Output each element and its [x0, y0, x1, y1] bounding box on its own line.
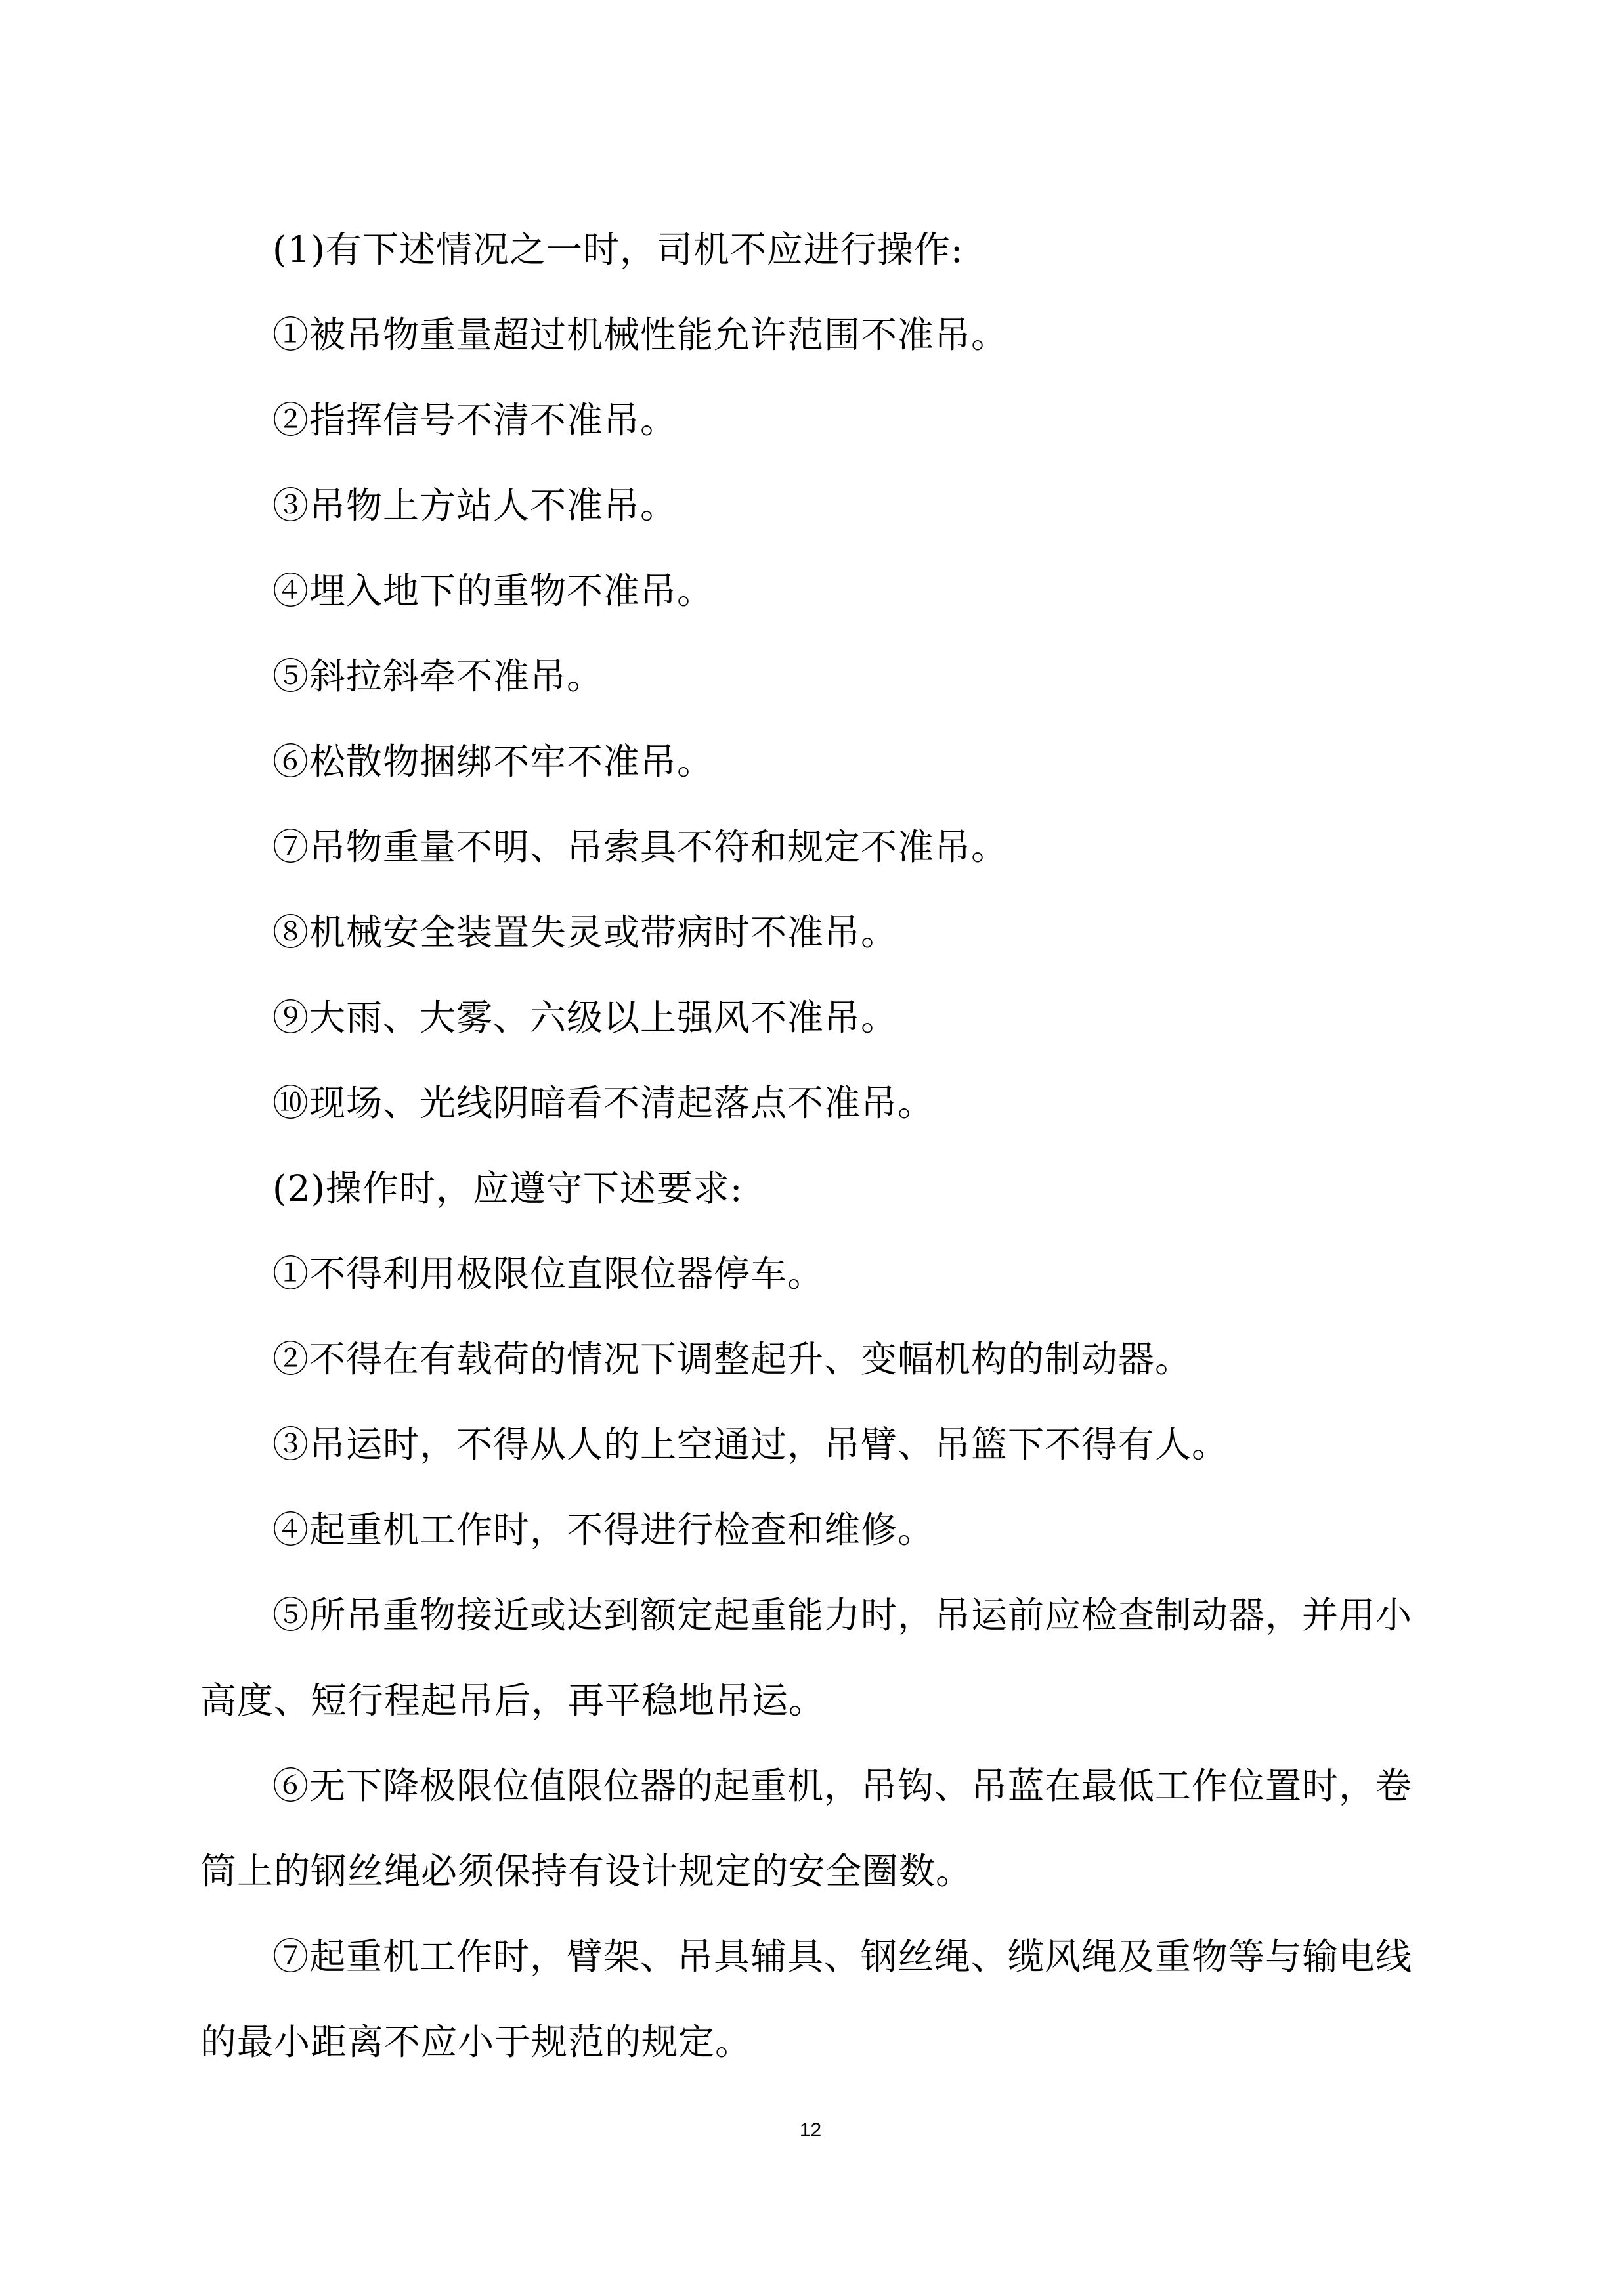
- paragraph-item-4: ④埋入地下的重物不准吊。: [272, 570, 714, 612]
- paragraph-item-2: ②指挥信号不清不准吊。: [272, 399, 678, 441]
- requirement-item-5: ⑤所吊重物接近或达到额定起重能力时，吊运前应检查制动器，并用小高度、短行程起吊后，再平稳地吊运。: [200, 1594, 1413, 1722]
- requirement-item-3: ③吊运时，不得从人的上空通过，吊臂、吊篮下不得有人。: [272, 1423, 1229, 1465]
- paragraph-item-1: ①被吊物重量超过机械性能允许范围不准吊。: [272, 314, 1008, 356]
- paragraph-item-7: ⑦吊物重量不明、吊索具不符和规定不准吊。: [272, 826, 1008, 868]
- paragraph-item-3: ③吊物上方站人不准吊。: [272, 485, 678, 527]
- paragraph-item-10: ⑩现场、光线阴暗看不清起落点不准吊。: [272, 1082, 935, 1124]
- paragraph-item-8: ⑧机械安全装置失灵或带病时不准吊。: [272, 911, 898, 953]
- paragraph-2-heading: (2)操作时，应遵守下述要求:: [272, 1167, 743, 1209]
- requirement-item-7: ⑦起重机工作时，臂架、吊具辅具、钢丝绳、缆风绳及重物等与输电线的最小距离不应小于规范的规定。: [200, 1936, 1413, 2063]
- requirement-item-1: ①不得利用极限位直限位器停车。: [272, 1253, 825, 1295]
- requirement-item-6: ⑥无下降极限位值限位器的起重机，吊钩、吊蓝在最低工作位置时，卷筒上的钢丝绳必须保持有设计规定的安全圈数。: [200, 1765, 1413, 1892]
- paragraph-item-5: ⑤斜拉斜牵不准吊。: [272, 655, 604, 697]
- requirement-item-2: ②不得在有载荷的情况下调整起升、变幅机构的制动器。: [272, 1338, 1192, 1380]
- page-number: 12: [799, 2119, 822, 2141]
- paragraph-1-heading: (1)有下述情况之一时，司机不应进行操作:: [272, 228, 964, 271]
- paragraph-item-9: ⑨大雨、大雾、六级以上强风不准吊。: [272, 997, 898, 1039]
- paragraph-item-6: ⑥松散物捆绑不牢不准吊。: [272, 741, 714, 783]
- document-body: [200, 207, 1435, 2085]
- requirement-item-4: ④起重机工作时，不得进行检查和维修。: [272, 1509, 935, 1551]
